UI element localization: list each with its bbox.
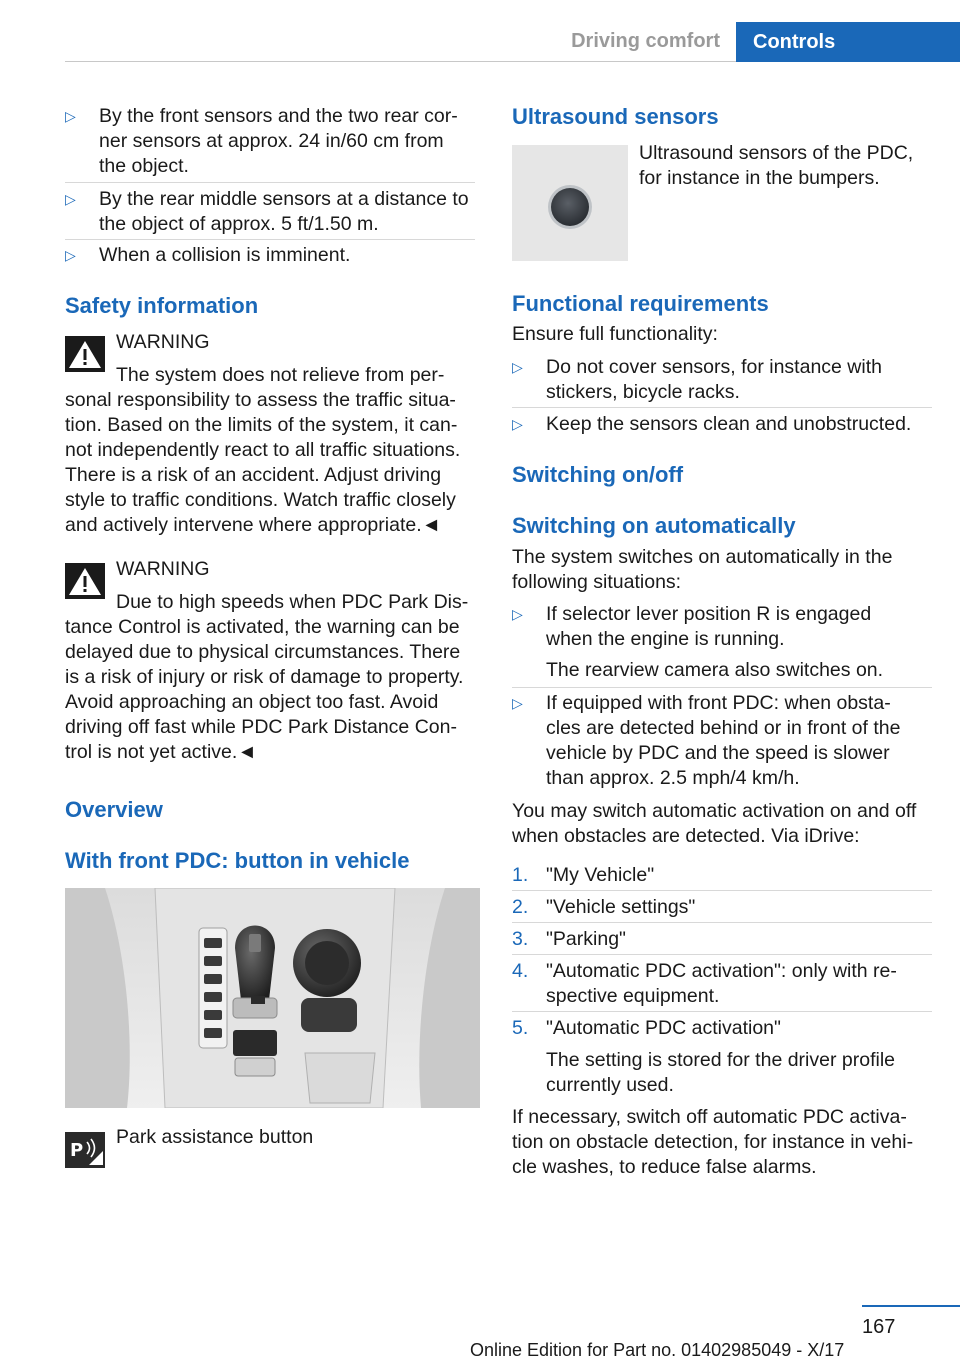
list-item	[512, 895, 932, 920]
warning-triangle-icon	[65, 563, 105, 599]
list-item	[512, 959, 932, 1009]
bullet-triangle-icon: ▷	[512, 359, 523, 375]
step-text: "Automatic PDC activation"	[546, 1017, 781, 1039]
functional-intro: Ensure full functionality:	[512, 323, 718, 345]
step-text: "Automatic PDC activation": only with re- spective equipment.	[546, 960, 897, 1007]
bullet-text: When a collision is imminent.	[99, 244, 351, 266]
bullet-triangle-icon: ▷	[512, 695, 523, 711]
ultrasound-heading: Ultrasound sensors	[512, 104, 719, 129]
auto-intro: The system switches on automatically in the following situations:	[512, 546, 893, 593]
list-divider	[512, 890, 932, 891]
bullet-item	[512, 602, 932, 652]
bullet-item	[65, 243, 475, 268]
bullet-item	[512, 412, 932, 437]
switching-heading: Switching on/off	[512, 462, 684, 487]
bullet-note: The rearview camera also switches on.	[546, 659, 884, 681]
bullet-item	[65, 104, 475, 180]
functional-requirements-heading: Functional requirements	[512, 291, 769, 316]
list-divider	[512, 687, 932, 688]
bullet-triangle-icon: ▷	[65, 247, 76, 263]
step-number: 4.	[512, 960, 529, 982]
warning-triangle-icon	[65, 336, 105, 372]
svg-text:P: P	[70, 1140, 84, 1161]
overview-heading: Overview	[65, 797, 163, 822]
park-assistance-button-icon	[65, 1132, 105, 1168]
bullet-item	[512, 691, 932, 791]
header-section-title: Driving comfort	[571, 30, 720, 52]
bullet-item	[512, 355, 932, 405]
list-item	[512, 863, 932, 888]
warning-text: tance Control is activated, the warning can be delayed due to physical circumstances. There is a risk of injury or risk of damage to property. Avoid approaching an object too fast. Avoid driving off fast while PDC Park Distance Con- trol is not yet active.◄	[65, 616, 464, 763]
step-number: 5.	[512, 1017, 529, 1039]
bullet-text: If selector lever position R is engaged when the engine is running.	[546, 603, 872, 650]
closing-text: If necessary, switch off automatic PDC activa- tion on obstacle detection, for instance in vehi- cle washes, to reduce false alarms.	[512, 1106, 914, 1178]
step-number: 2.	[512, 896, 529, 918]
list-divider	[512, 954, 932, 955]
list-divider	[65, 239, 475, 240]
page-number: 167	[862, 1316, 896, 1338]
switching-auto-heading: Switching on automatically	[512, 513, 796, 538]
step-number: 1.	[512, 864, 529, 886]
warning-title: WARNING	[116, 558, 210, 580]
step-note: The setting is stored for the driver profile currently used.	[546, 1049, 895, 1096]
edition-text: Online Edition for Part no. 01402985049 - X/17	[470, 1340, 845, 1360]
bullet-text: Do not cover sensors, for instance with stickers, bicycle racks.	[546, 356, 882, 403]
bullet-text: If equipped with front PDC: when obsta- cles are detected behind or in front of the vehicle by PDC and the speed is slower than approx. 2.5 mph/4 km/h.	[546, 692, 901, 789]
bullet-triangle-icon: ▷	[65, 108, 76, 124]
idrive-intro: You may switch automatic activation on and off when obstacles are detected. Via iDrive:	[512, 800, 917, 847]
warning-text-first-line: The system does not relieve from per-	[116, 364, 445, 386]
bullet-item	[65, 187, 475, 237]
list-item	[512, 1016, 932, 1041]
list-divider	[512, 407, 932, 408]
list-divider	[512, 1011, 932, 1012]
list-item	[512, 927, 932, 952]
page-header	[0, 0, 960, 62]
warning-text: sonal responsibility to assess the traffic situa- tion. Based on the limits of the system, it can- not independently react to all traffic situations. There is a risk of an accident. Adjust driving style to traffic conditions. Watch traffic closely and actively intervene where appropriate.◄	[65, 389, 461, 536]
header-chapter-tab: Controls	[736, 22, 960, 62]
bullet-triangle-icon: ▷	[512, 606, 523, 622]
step-text: "Vehicle settings"	[546, 896, 696, 918]
safety-heading: Safety information	[65, 293, 259, 318]
footer-divider	[862, 1305, 960, 1307]
warning-title: WARNING	[116, 331, 210, 353]
center-console-image	[65, 888, 480, 1108]
bullet-triangle-icon: ▷	[512, 416, 523, 432]
warning-text-first-line: Due to high speeds when PDC Park Dis-	[116, 591, 469, 613]
header-divider	[65, 61, 736, 62]
bullet-text: By the front sensors and the two rear cor- ner sensors at approx. 24 in/60 cm from the object.	[99, 105, 458, 177]
list-divider	[512, 922, 932, 923]
park-button-caption: Park assistance button	[116, 1126, 314, 1148]
bullet-triangle-icon: ▷	[65, 191, 76, 207]
step-text: "Parking"	[546, 928, 626, 950]
bullet-text: By the rear middle sensors at a distance to the object of approx. 5 ft/1.50 m.	[99, 188, 469, 235]
ultrasound-sensor-image	[512, 145, 628, 261]
front-pdc-heading: With front PDC: button in vehicle	[65, 848, 410, 873]
step-text: "My Vehicle"	[546, 864, 655, 886]
list-divider	[65, 182, 475, 183]
step-number: 3.	[512, 928, 529, 950]
bullet-text: Keep the sensors clean and unobstructed.	[546, 413, 912, 435]
ultrasound-text: Ultrasound sensors of the PDC, for instance in the bumpers.	[639, 142, 914, 189]
